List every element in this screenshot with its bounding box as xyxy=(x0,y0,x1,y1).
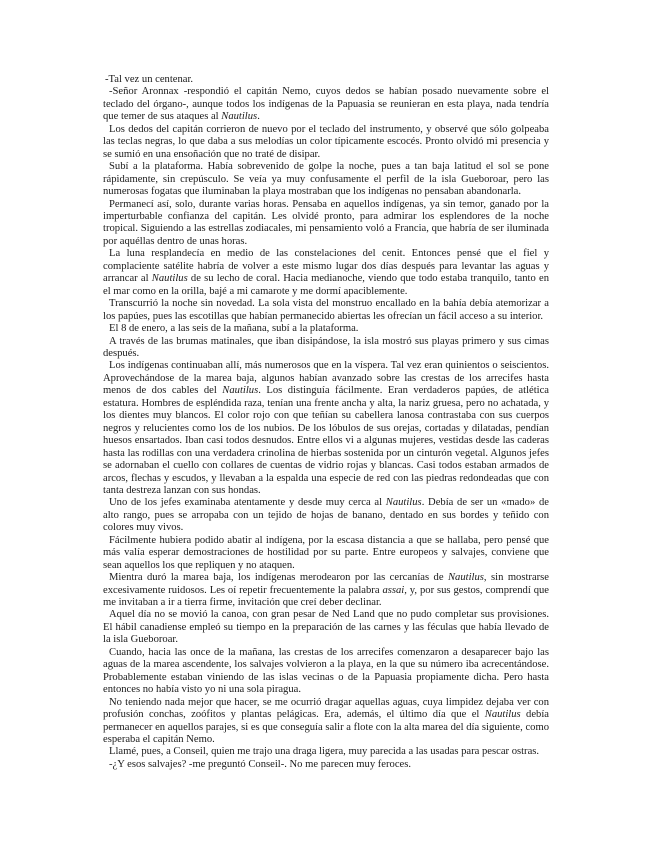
italic-term: assai xyxy=(382,584,405,596)
paragraph: Los indígenas continuaban allí, más numerosos que en la víspera. Tal vez eran quinientos o seiscientos. Aprovechándose de la marea baja, algunos habían avanzado sobre las crestas de los arrecifes hasta menos de dos cables del Nautilus. Los distinguía fácilmente. Eran verdaderos papúes, de atlética estatura. Hombres de espléndida raza, tenían una frente ancha y alta, la nariz gruesa, pero no achatada, y los dientes muy blancos. El color rojo con que teñían su cabellera lanosa contrastaba con sus cuerpos negros y relucientes como los de los nubios. De los lóbulos de sus orejas, cortadas y dilatadas, pendían huesos ensartados. Iban casi todos desnudos. Entre ellos vi a algunas mujeres, vestidas desde las caderas hasta las rodillas con una verdadera crinolina de hierbas sostenida por un cinturón vegetal. Algunos jefes se adornaban el cuello con collares de cuentas de vidrio rojas y blancas. Casi todos estaban armados de arcos, flechas y escudos, y llevaban a la espalda una especie de red con las piedras redondeadas que con tanta destreza lanzan con sus hondas. xyxy=(103,360,550,496)
paragraph: Aquel día no se movió la canoa, con gran pesar de Ned Land que no pudo completar sus provisiones. El hábil canadiense empleó su tiempo en la preparación de las carnes y las féculas que había llevado de la isla Gueboroar. xyxy=(103,609,549,646)
paragraph: Los dedos del capitán corrieron de nuevo por el teclado del instrumento, y observé que sólo golpeaba las teclas negras, lo que daba a sus melodías un color típicamente escocés. Pronto olvidó mi presencia y se sumió en una ensoñación que no traté de disipar. xyxy=(103,123,549,160)
italic-term: Nautilus xyxy=(222,385,259,397)
italic-term: Nautilus xyxy=(484,709,521,721)
paragraph: Subí a la plataforma. Había sobrevenido de golpe la noche, pues a tan baja latitud el sol se pone rápidamente, sin crepúsculo. Se veía ya muy confusamente el perfil de la isla Gueboroar, pero las numerosas fogatas que iluminaban la playa mostraban que los indígenas no pensaban abandonarla. xyxy=(103,161,549,198)
italic-term: Nautilus xyxy=(221,111,258,123)
paragraph: Fácilmente hubiera podido abatir al indígena, por la escasa distancia a que se hallaba, pero pensé que más valía esperar demostraciones de hostilidad por su parte. Entre europeos y salvajes, conviene que sean aquellos los que repliquen y no ataquen. xyxy=(103,534,549,571)
paragraph: No teniendo nada mejor que hacer, se me ocurrió dragar aquellas aguas, cuya limpidez dejaba ver con profusión conchas, zoófitos y plantas pelágicas. Era, además, el último día que el Nautilus debía permanecer en aquellos parajes, si es que conseguía salir a flote con la alta marea del día siguiente, como esperaba el capitán Nemo. xyxy=(103,696,549,746)
italic-term: Nautilus xyxy=(151,273,188,285)
paragraph: A través de las brumas matinales, que iban disipándose, la isla mostró sus playas primero y sus cimas después. xyxy=(103,335,549,359)
paragraph: -¿Y esos salvajes? -me preguntó Conseil-. No me parecen muy feroces. xyxy=(109,758,412,770)
italic-term: Nautilus xyxy=(447,572,484,584)
paragraph: Llamé, pues, a Conseil, quien me trajo una draga ligera, muy parecida a las usadas para pescar ostras. xyxy=(109,746,540,758)
paragraph: Cuando, hacia las once de la mañana, las crestas de los arrecifes comenzaron a desaparecer bajo las aguas de la marea ascendente, los salvajes volvieron a la playa, en la que su número iba acrecentándose. Probablemente estaban viniendo de las islas vecinas o de la Papuasia propiamente dicha. Pero hasta entonces no había visto yo ni una sola piragua. xyxy=(103,646,549,696)
paragraph: Mientra duró la marea baja, los indígenas merodearon por las cercanías de Nautilus, sin mostrarse excesivamente ruidosos. Les oí repetir frecuentemente la palabra assai, y, por sus gestos, comprendí que me invitaban a ir a tierra firme, invitación que creí deber declinar. xyxy=(103,572,549,609)
paragraph: Transcurrió la noche sin novedad. La sola vista del monstruo encallado en la bahía debía atemorizar a los papúes, pues las escotillas que habían permanecido abiertas les ofrecían un fácil acceso a su interior. xyxy=(103,298,549,322)
paragraph: El 8 de enero, a las seis de la mañana, subí a la plataforma. xyxy=(109,323,359,335)
paragraph: Permanecí así, solo, durante varias horas. Pensaba en aquellos indígenas, ya sin temor, ganado por la imperturbable confianza del capitán. Les olvidé pronto, para admirar los esplendores de la noche tropical. Siguiendo a las estrellas zodiacales, mi pensamiento voló a Francia, que habría de ser iluminada por aquéllas dentro de unas horas. xyxy=(103,198,549,247)
paragraph: -Tal vez un centenar. xyxy=(105,74,194,85)
paragraph: -Señor Aronnax -respondió el capitán Nemo, cuyos dedos se habían posado nuevamente sobre el teclado del órgano-, aunque todos los indígenas de la Papuasia se reunieran en esta playa, nada tendría que temer de sus ataques al Nautilus. xyxy=(103,86,549,123)
paragraph: Uno de los jefes examinaba atentamente y desde muy cerca al Nautilus. Debía de ser un «mado» de alto rango, pues se arropaba con un tejido de hojas de banano, dentado en sus bordes y teñido con colores muy vivos. xyxy=(103,497,549,534)
document-page xyxy=(103,74,549,771)
paragraph: La luna resplandecía en medio de las constelaciones del cenit. Entonces pensé que el fiel y complaciente satélite habría de volver a este mismo lugar dos días después para levantar las aguas y arrancar al Nautilus de su lecho de coral. Hacia medianoche, viendo que todo estaba tranquilo, tanto en el mar como en la orilla, bajé a mi camarote y me dormí apaciblemente. xyxy=(103,248,549,297)
italic-term: Nautilus xyxy=(385,497,422,509)
